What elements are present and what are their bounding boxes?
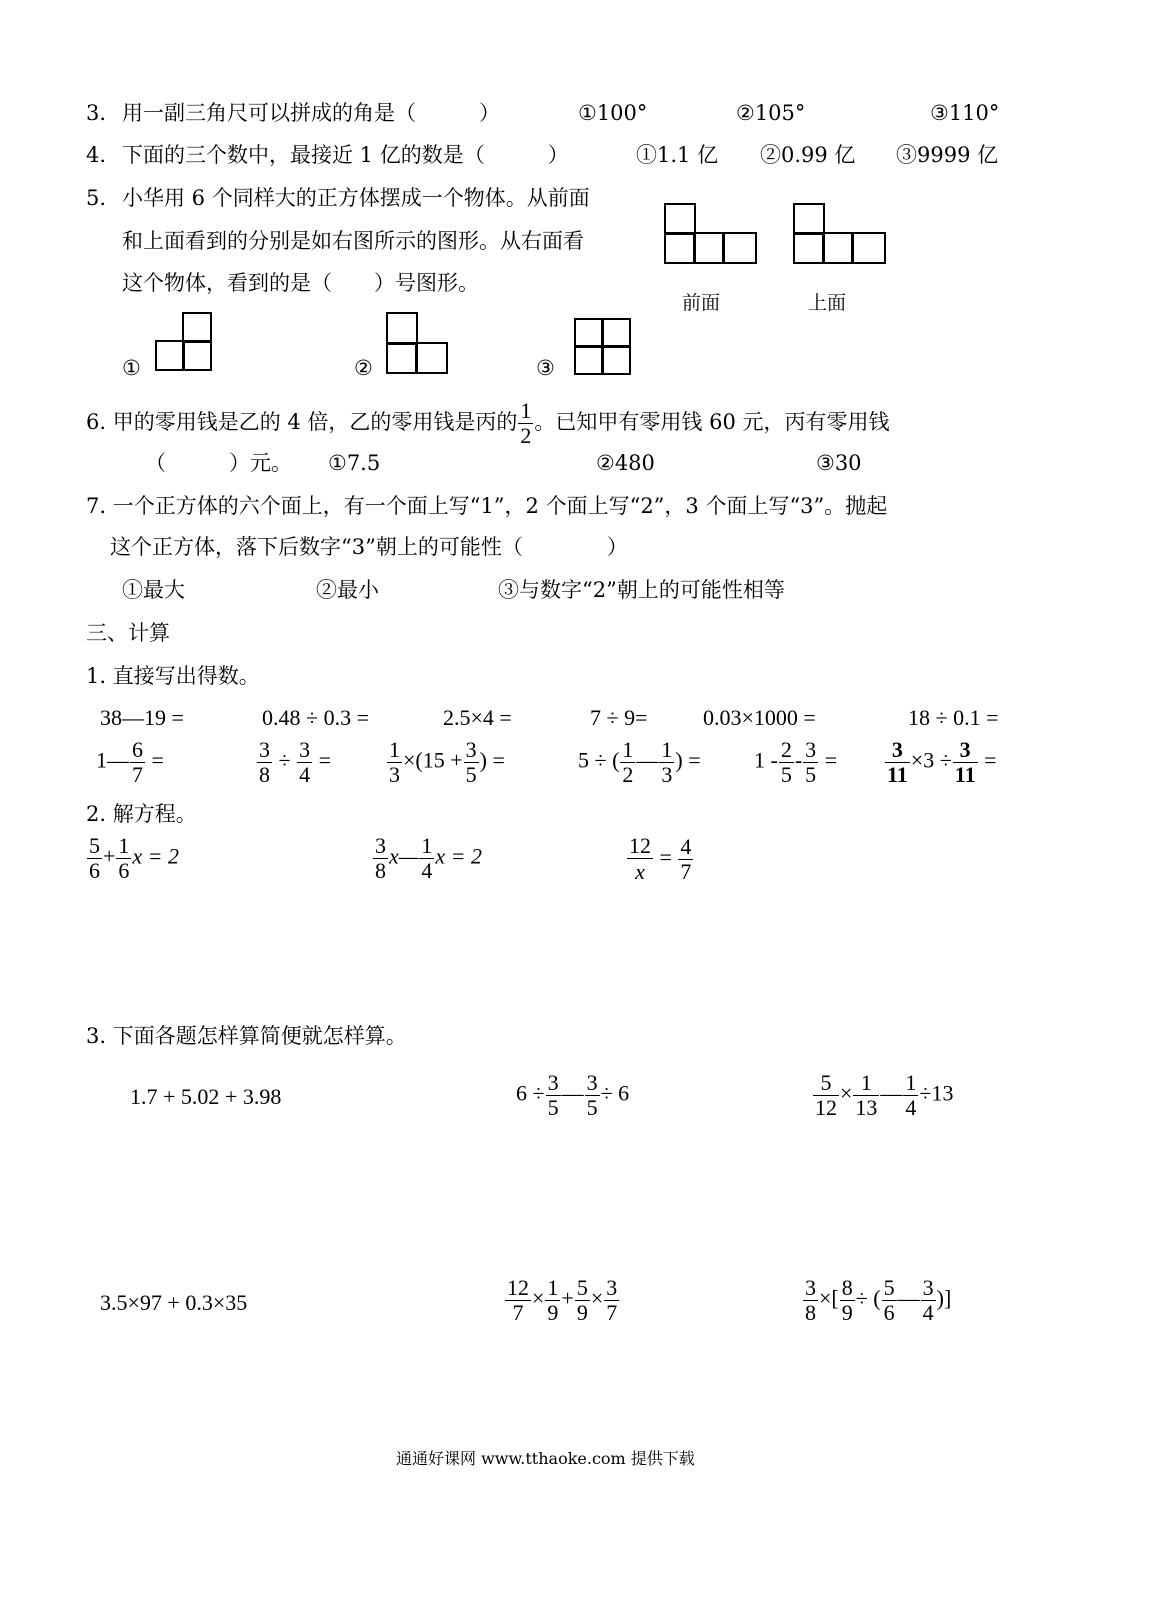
q5-line-3: 这个物体，看到的是（ ）号图形。 (122, 271, 479, 295)
s2-title: 2. 解方程。 (86, 802, 197, 826)
q6-option-1: ①7.5 (328, 451, 381, 475)
calc-1: 38—19 = (100, 705, 184, 730)
simplify-3: $\frac{5}{12}$ × $\frac{1}{13}$ — $\frac{1}{4}$ ÷13 (815, 1070, 954, 1120)
q6-blank: （ ）元。 (145, 451, 292, 475)
q5-number: 5. (86, 186, 107, 210)
q6-text-a: 6. 甲的零用钱是乙的 4 倍，乙的零用钱是丙的 (86, 410, 518, 434)
top-view-caption: 上面 (808, 292, 847, 314)
calc-6: 18 ÷ 0.1 = (908, 705, 999, 730)
q5-option-1-mark: ① (122, 356, 141, 380)
q3-text: 用一副三角尺可以拼成的角是（ ） (122, 101, 500, 125)
q3-option-3: ③110° (930, 101, 1000, 125)
calc-7: 1— $\frac{6}{7}$ = (96, 737, 164, 787)
s1-title: 1. 直接写出得数。 (86, 664, 260, 688)
equation-3: $\frac{12}{x}$ = $\frac{4}{7}$ (629, 833, 692, 884)
front-view-caption: 前面 (682, 292, 721, 314)
simplify-1: 1.7 + 5.02 + 3.98 (130, 1084, 282, 1109)
simplify-5: $\frac{12}{7}$ × $\frac{1}{9}$ + $\frac{5}{9}$ × $\frac{3}{7}$ (507, 1275, 618, 1325)
q7-option-2: ②最小 (316, 578, 379, 602)
calc-9: $\frac{1}{3}$ ×(15 + $\frac{3}{5}$ ) = (389, 737, 505, 787)
q5-option-3-mark: ③ (536, 356, 555, 380)
q6-option-3: ③30 (816, 451, 862, 475)
calc-10: 5 ÷ ( $\frac{1}{2}$ — $\frac{1}{3}$ ) = (578, 737, 701, 787)
q7-option-3: ③与数字“2”朝上的可能性相等 (498, 578, 785, 602)
calc-4: 7 ÷ 9= (590, 705, 648, 730)
calc-2: 0.48 ÷ 0.3 = (262, 705, 369, 730)
q4-option-1: ①1.1 亿 (636, 143, 719, 167)
q5-option-2-mark: ② (354, 356, 373, 380)
q3-option-2: ②105° (736, 101, 806, 125)
simplify-4: 3.5×97 + 0.3×35 (100, 1290, 248, 1315)
calc-5: 0.03×1000 = (703, 705, 816, 730)
q7-line-2: 这个正方体，落下后数字“3”朝上的可能性（ ） (110, 535, 628, 559)
equation-1: $\frac{5}{6}$ + $\frac{1}{6}$ x = 2 (89, 833, 180, 883)
q7-line-1: 7. 一个正方体的六个面上，有一个面上写“1”，2 个面上写“2”，3 个面上写“3”。抛起 (86, 494, 888, 518)
calc-11: 1 - $\frac{2}{5}$ - $\frac{3}{5}$ = (754, 737, 838, 787)
footer-text: 通通好课网 www.tthaoke.com 提供下载 (396, 1449, 695, 1468)
section-title: 三、计算 (86, 621, 170, 645)
q4-text: 下面的三个数中，最接近 1 亿的数是（ ） (122, 143, 569, 167)
calc-8: $\frac{3}{8}$ ÷ $\frac{3}{4}$ = (259, 737, 331, 787)
q5-line-1: 小华用 6 个同样大的正方体摆成一个物体。从前面 (122, 186, 590, 210)
q6-option-2: ②480 (596, 451, 655, 475)
equation-2: $\frac{3}{8}$ x— $\frac{1}{4}$ x = 2 (375, 833, 482, 883)
q7-option-1: ①最大 (122, 578, 185, 602)
q3-number: 3. (86, 101, 107, 125)
calc-3: 2.5×4 = (443, 705, 512, 730)
calc-12: $\frac{3}{11}$ ×3 ÷ $\frac{3}{11}$ = (887, 737, 997, 787)
q6-fraction: $\frac{1}{2}$ (520, 398, 532, 448)
q4-number: 4. (86, 143, 107, 167)
q5-line-2: 和上面看到的分别是如右图所示的图形。从右面看 (122, 229, 584, 253)
q4-option-2: ②0.99 亿 (760, 143, 856, 167)
q6-line-1 (86, 399, 890, 448)
q6-text-b: 。已知甲有零用钱 60 元，丙有零用钱 (534, 410, 890, 434)
simplify-6: $\frac{3}{8}$ ×[ $\frac{8}{9}$ ÷ ( $\frac{5}{6}$ — $\frac{3}{4}$ )] (805, 1275, 952, 1325)
q3-option-1: ①100° (578, 101, 648, 125)
simplify-2: 6 ÷ $\frac{3}{5}$ — $\frac{3}{5}$ ÷ 6 (516, 1070, 630, 1120)
q4-option-3: ③9999 亿 (896, 143, 999, 167)
s3-title: 3. 下面各题怎样算简便就怎样算。 (86, 1024, 407, 1048)
